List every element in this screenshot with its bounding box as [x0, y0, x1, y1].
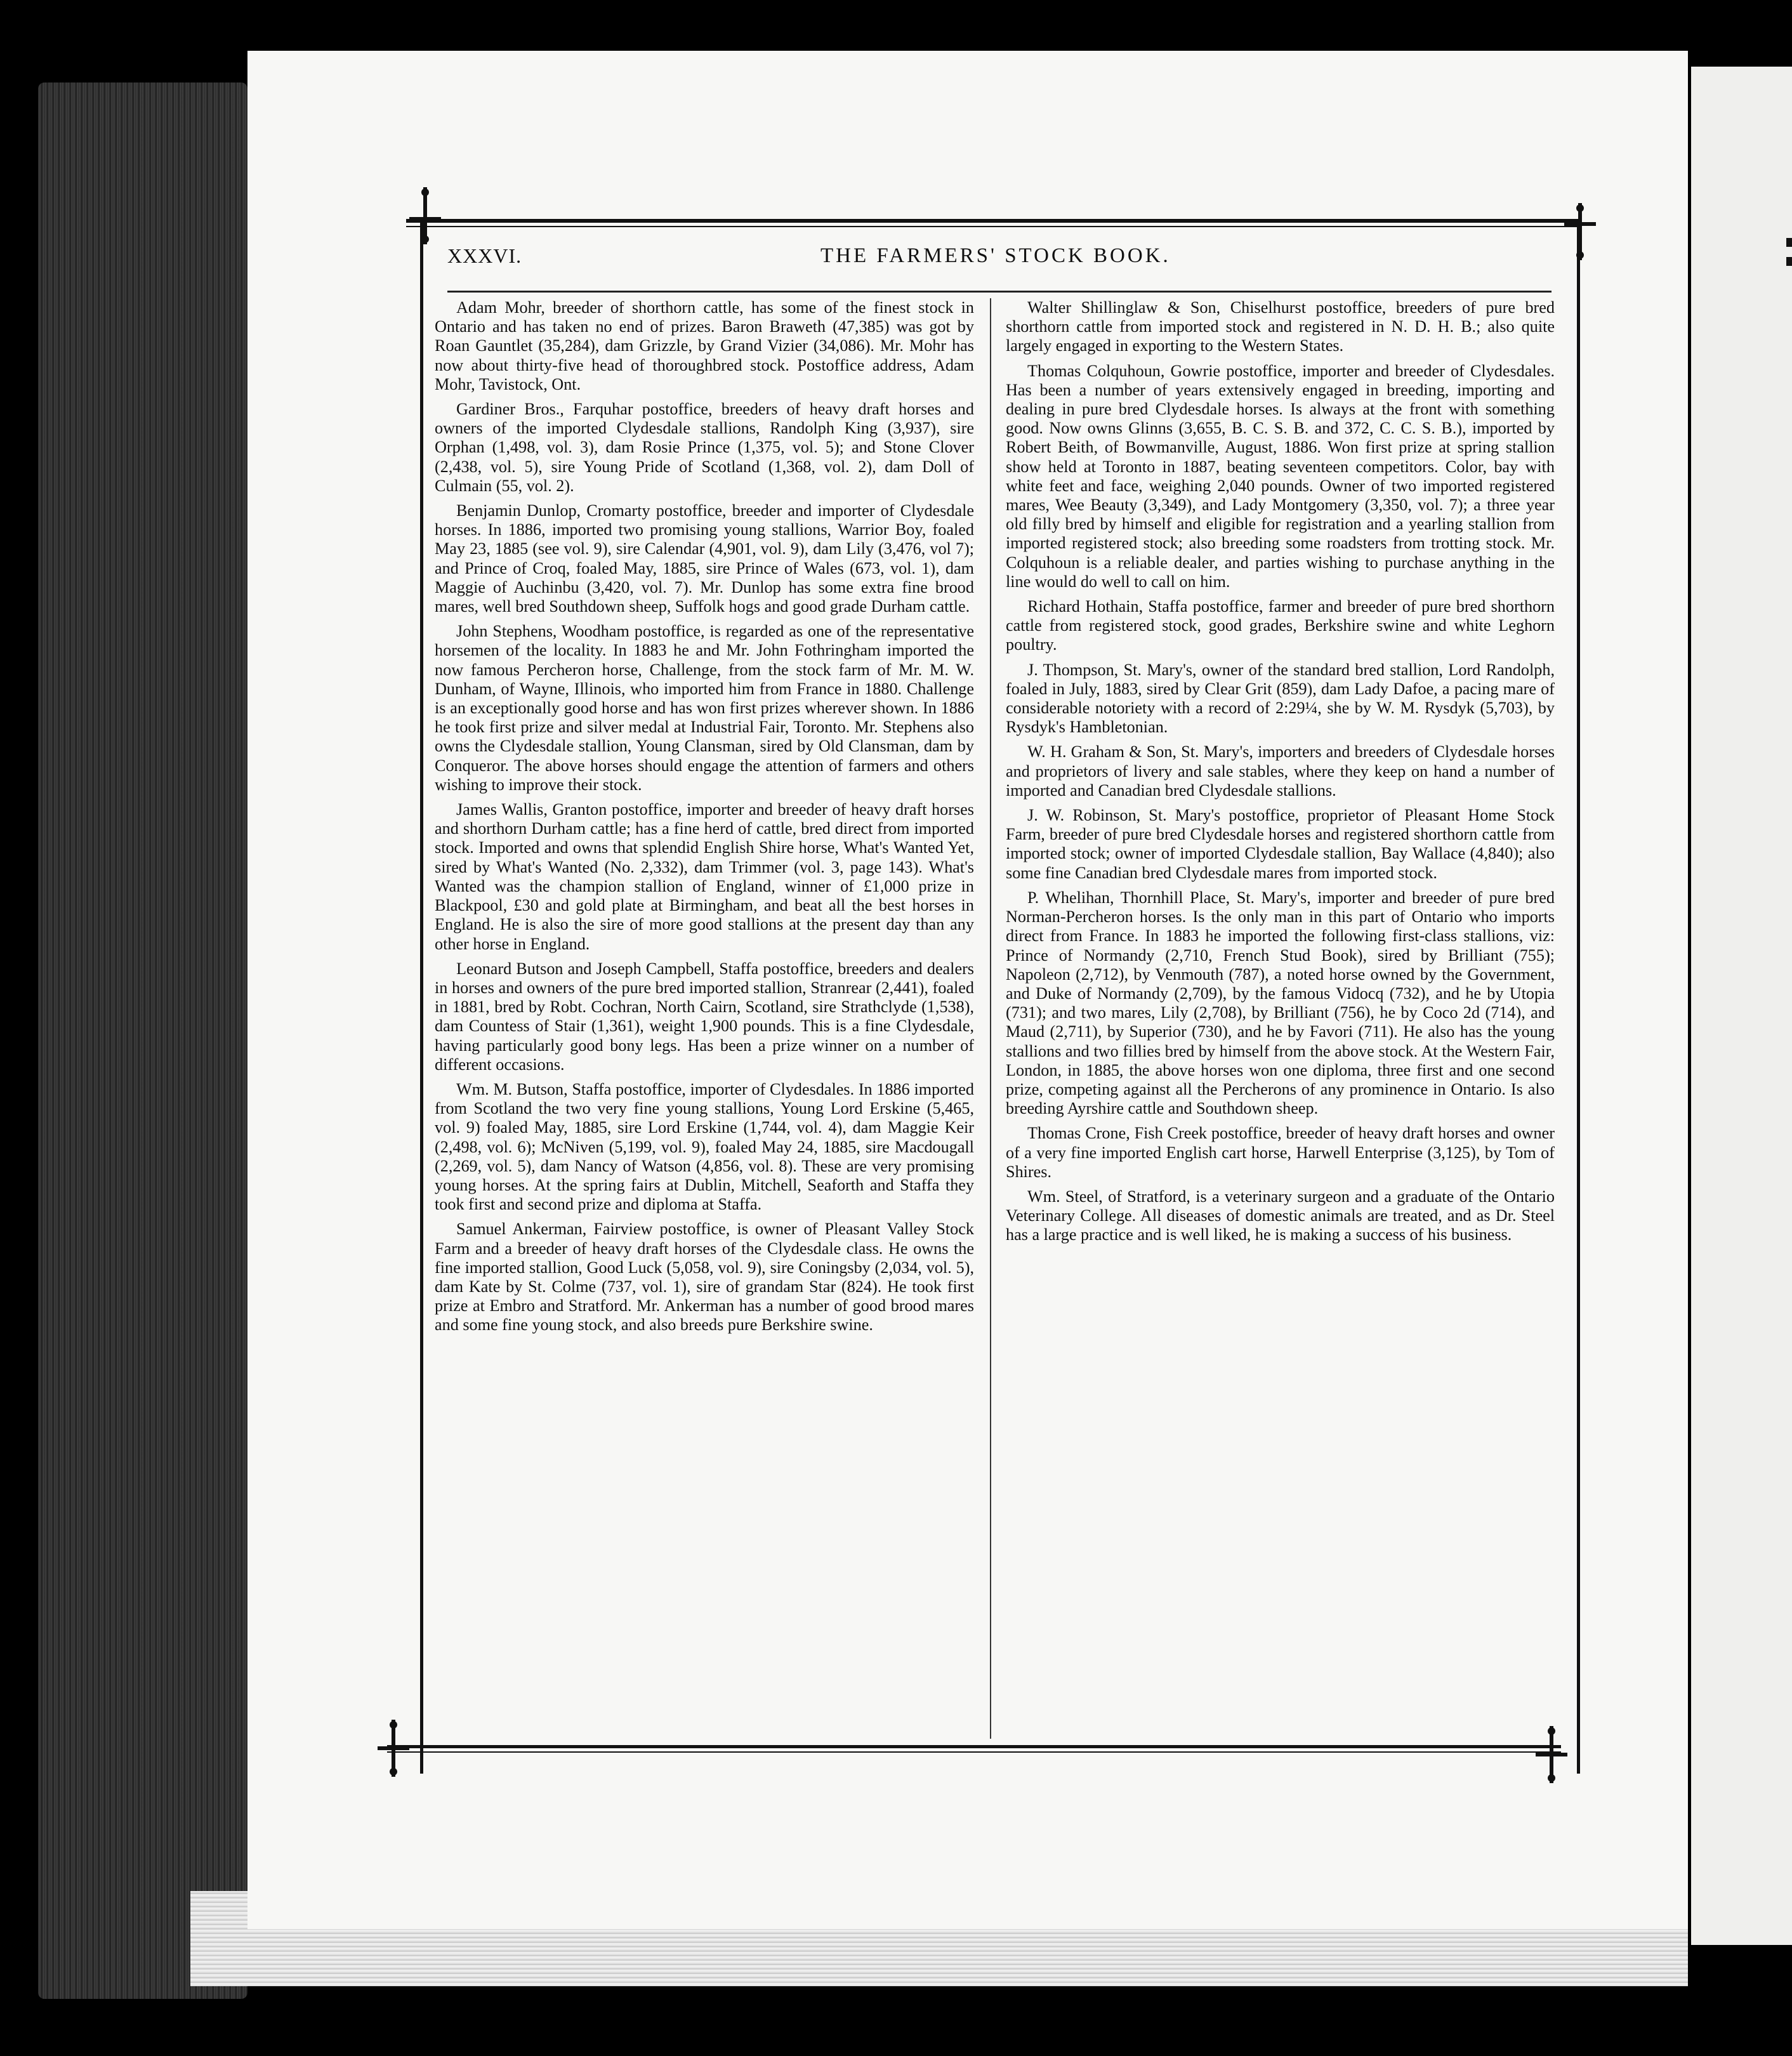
entry-paragraph: Gardiner Bros., Farquhar postoffice, breeders of heavy draft horses and owners of the imported Clydesdale stallions, Randolph King (3,937), sire Orphan (1,498, vol. 3), dam Rosie Prince (1,375, vol. 5); and Stone Clover (2,438, vol. 5), sire Young Pride of Scotland (1,368, vol. 2), dam Doll of Culmain (55, vol. 2). — [435, 400, 974, 495]
running-title: THE FARMERS' STOCK BOOK. — [820, 244, 1171, 267]
border-left-rule — [420, 219, 423, 1774]
entry-paragraph: Samuel Ankerman, Fairview postoffice, is owner of Pleasant Valley Stock Farm and a breeder of heavy draft horses of the Clydesdale class. He owns the fine imported stallion, Good Luck (5,058, vol. 9), sire Coningsby (2,034, vol. 5), dam Kate by St. Colme (737, vol. 1), sire of grandam Star (824). He took first prize at Embro and Stratford. Mr. Ankerman has a number of good brood mares and some fine young stock, and also breeds pure Berkshire swine. — [435, 1220, 974, 1334]
page-header — [447, 241, 1555, 279]
entry-paragraph: Wm. Steel, of Stratford, is a veterinary surgeon and a graduate of the Ontario Veterinary College. All diseases of domestic animals are treated, and as Dr. Steel has a large practice and is well liked, he is making a success of his business. — [1006, 1187, 1555, 1244]
entry-paragraph: J. W. Robinson, St. Mary's postoffice, proprietor of Pleasant Home Stock Farm, breeder of pure bred Clydesdale horses and registered shorthorn cattle from imported stock; owner of imported Clydesdale stallion, Bay Wallace (4,840); also some fine Canadian bred Clydesdale mares from imported stock. — [1006, 806, 1555, 882]
border-top-rule — [406, 219, 1580, 223]
border-bottom-rule-thin — [387, 1751, 1561, 1753]
corner-cross-ornament-bottom-left — [374, 1720, 412, 1777]
facing-page-text-fragment — [1786, 257, 1792, 266]
entry-paragraph: Benjamin Dunlop, Cromarty postoffice, breeder and importer of Clydesdale horses. In 1886, imported two promising young stallions, Warrior Boy, foaled May 23, 1885 (see vol. 9), sire Calendar (4,901, vol. 9), dam Lily (3,476, vol 7); and Prince of Croq, foaled May, 1885, sire Prince of Wales (673, vol. 1), dam Maggie of Auchinbu (3,420, vol. 7). Mr. Dunlop has some extra fine brood mares, well bred Southdown sheep, Suffolk hogs and good grade Durham cattle. — [435, 501, 974, 616]
entry-paragraph: W. H. Graham & Son, St. Mary's, importers and breeders of Clydesdale horses and proprietors of livery and sale stables, where they keep on hand a number of imported and Canadian bred Clydesdale stallions. — [1006, 742, 1555, 800]
border-right-rule — [1577, 219, 1580, 1774]
right-column — [1006, 298, 1555, 1251]
page-number: XXXVI. — [447, 244, 522, 267]
facing-page-text-fragment — [1786, 238, 1792, 247]
header-rule — [447, 291, 1552, 293]
entry-paragraph: Adam Mohr, breeder of shorthorn cattle, has some of the finest stock in Ontario and has taken no end of prizes. Baron Braweth (47,385) was got by Roan Gauntlet (35,284), dam Grizzle, by Grand Vizier (34,086). Mr. Mohr has now about thirty-five head of thoroughbred stock. Postoffice address, Adam Mohr, Tavistock, Ont. — [435, 298, 974, 393]
corner-cross-ornament-bottom-right — [1532, 1726, 1571, 1783]
column-divider — [990, 298, 991, 1739]
book-page-edges — [38, 82, 247, 1999]
entry-paragraph: Richard Hothain, Staffa postoffice, farmer and breeder of pure bred shorthorn cattle from registered stock, good grades, Berkshire swine and white Leghorn poultry. — [1006, 597, 1555, 654]
corner-cross-ornament-top-left — [406, 187, 444, 244]
border-top-rule-thin — [406, 226, 1580, 227]
entry-paragraph: P. Whelihan, Thornhill Place, St. Mary's, importer and breeder of pure bred Norman-Percheron horses. Is the only man in this part of Ontario who imports direct from France. In 1883 he imported the following first-class stallions, viz: Prince of Normandy (2,710, French Stud Book), sired by Brilliant (755); Napoleon (2,712), by Venmouth (787), a noted horse owned by the Government, and Duke of Normandy (2,709), by the famous Vidocq (732), and he by Utopia (731); and two mares, Lily (2,708), by Brilliant (756), he by Coco 2d (714), and Maud (2,711), by Superior (730), and he by Favori (711). He also has the young stallions and two fillies bred by himself from the above stock. At the Western Fair, London, in 1885, the above horses won one diploma, three first and one second prize, competing against all the Percherons of any prominence in Ontario. Is also breeding Ayrshire cattle and Southdown sheep. — [1006, 888, 1555, 1118]
entry-paragraph: Walter Shillinglaw & Son, Chiselhurst postoffice, breeders of pure bred shorthorn cattle from imported stock and registered in N. D. H. B.; also quite largely engaged in exporting to the Western States. — [1006, 298, 1555, 355]
entry-paragraph: J. Thompson, St. Mary's, owner of the standard bred stallion, Lord Randolph, foaled in July, 1883, sired by Clear Grit (859), dam Lady Dafoe, a pacing mare of considerable notoriety with a record of 2:29¼, she by W. M. Rysdyk (5,703), by Rysdyk's Hambletonian. — [1006, 660, 1555, 737]
entry-paragraph: John Stephens, Woodham postoffice, is regarded as one of the representative horsemen of the locality. In 1883 he and Mr. John Fothringham imported the now famous Percheron horse, Challenge, from the stock farm of Mr. M. W. Dunham, of Wayne, Illinois, who imported him from France in 1880. Challenge is an exceptionally good horse and has won first prizes wherever shown. In 1886 he took first prize and silver medal at Industrial Fair, Toronto. Mr. Stephens also owns the Clydesdale stallion, Young Clansman, sired by Old Clansman, dam by Conqueror. The above horses should engage the attention of farmers and others wishing to improve their stock. — [435, 622, 974, 794]
entry-paragraph: Thomas Crone, Fish Creek postoffice, breeder of heavy draft horses and owner of a very fine imported English cart horse, Harwell Enterprise (3,125), by Tom of Shires. — [1006, 1124, 1555, 1181]
entry-paragraph: Thomas Colquhoun, Gowrie postoffice, importer and breeder of Clydesdales. Has been a number of years extensively engaged in breeding, importing and dealing in pure bred Clydesdale horses. Is always at the front with something good. Now owns Glinns (3,655, B. C. S. B. and 372, C. C. S. B.), imported by Robert Beith, of Bowmanville, August, 1886. Won first prize at spring stallion show held at Toronto in 1887, beating seventeen competitors. Color, bay with white feet and face, weighing 2,040 pounds. Owner of two imported registered mares, Wee Beauty (3,349), and Lady Montgomery (3,350, vol. 7); a three year old filly bred by himself and eligible for registration and a yearling stallion from imported registered stock; also breeding some roadsters from trotting stock. Mr. Colquhoun is a reliable dealer, and parties wishing to purchase anything in the line would do well to call on him. — [1006, 361, 1555, 591]
entry-paragraph: James Wallis, Granton postoffice, importer and breeder of heavy draft horses and shorthorn Durham cattle; has a fine herd of cattle, bred direct from imported stock. Imported and owns that splendid English Shire horse, What's Wanted Yet, sired by What's Wanted (No. 2,332), dam Trimmer (vol. 3, page 143). What's Wanted was the champion stallion of England, winner of £1,000 prize in Blackpool, £30 and gold plate at Birmingham, and beat all the best horses in England. He is also the sire of more good stallions at the present day than any other horse in England. — [435, 800, 974, 953]
entry-paragraph: Wm. M. Butson, Staffa postoffice, importer of Clydesdales. In 1886 imported from Scotland the two very fine young stallions, Young Lord Erskine (5,465, vol. 9) foaled May, 1885, sire Lord Erskine (1,744, vol. 4), dam Maggie Keir (2,498, vol. 6); McNiven (5,199, vol. 9), foaled May 24, 1885, sire Macdougall (2,269, vol. 5), dam Nancy of Watson (4,856, vol. 8). These are very promising young horses. At the spring fairs at Dublin, Mitchell, Seaforth and Staffa they took first and second prize and diploma at Staffa. — [435, 1079, 974, 1214]
left-column — [435, 298, 974, 1341]
corner-cross-ornament-top-right — [1561, 203, 1599, 260]
entry-paragraph: Leonard Butson and Joseph Campbell, Staffa postoffice, breeders and dealers in horses and owners of the pure bred imported stallion, Stranrear (2,441), foaled in 1881, bred by Robt. Cochran, North Cairn, Scotland, sire Strathclyde (1,538), dam Countess of Stair (1,361), weight 1,900 pounds. This is a fine Clydesdale, having particularly good bony legs. Has been a prize winner on a number of different occasions. — [435, 959, 974, 1074]
border-bottom-rule — [387, 1745, 1561, 1748]
facing-page-edge — [1691, 67, 1792, 1945]
